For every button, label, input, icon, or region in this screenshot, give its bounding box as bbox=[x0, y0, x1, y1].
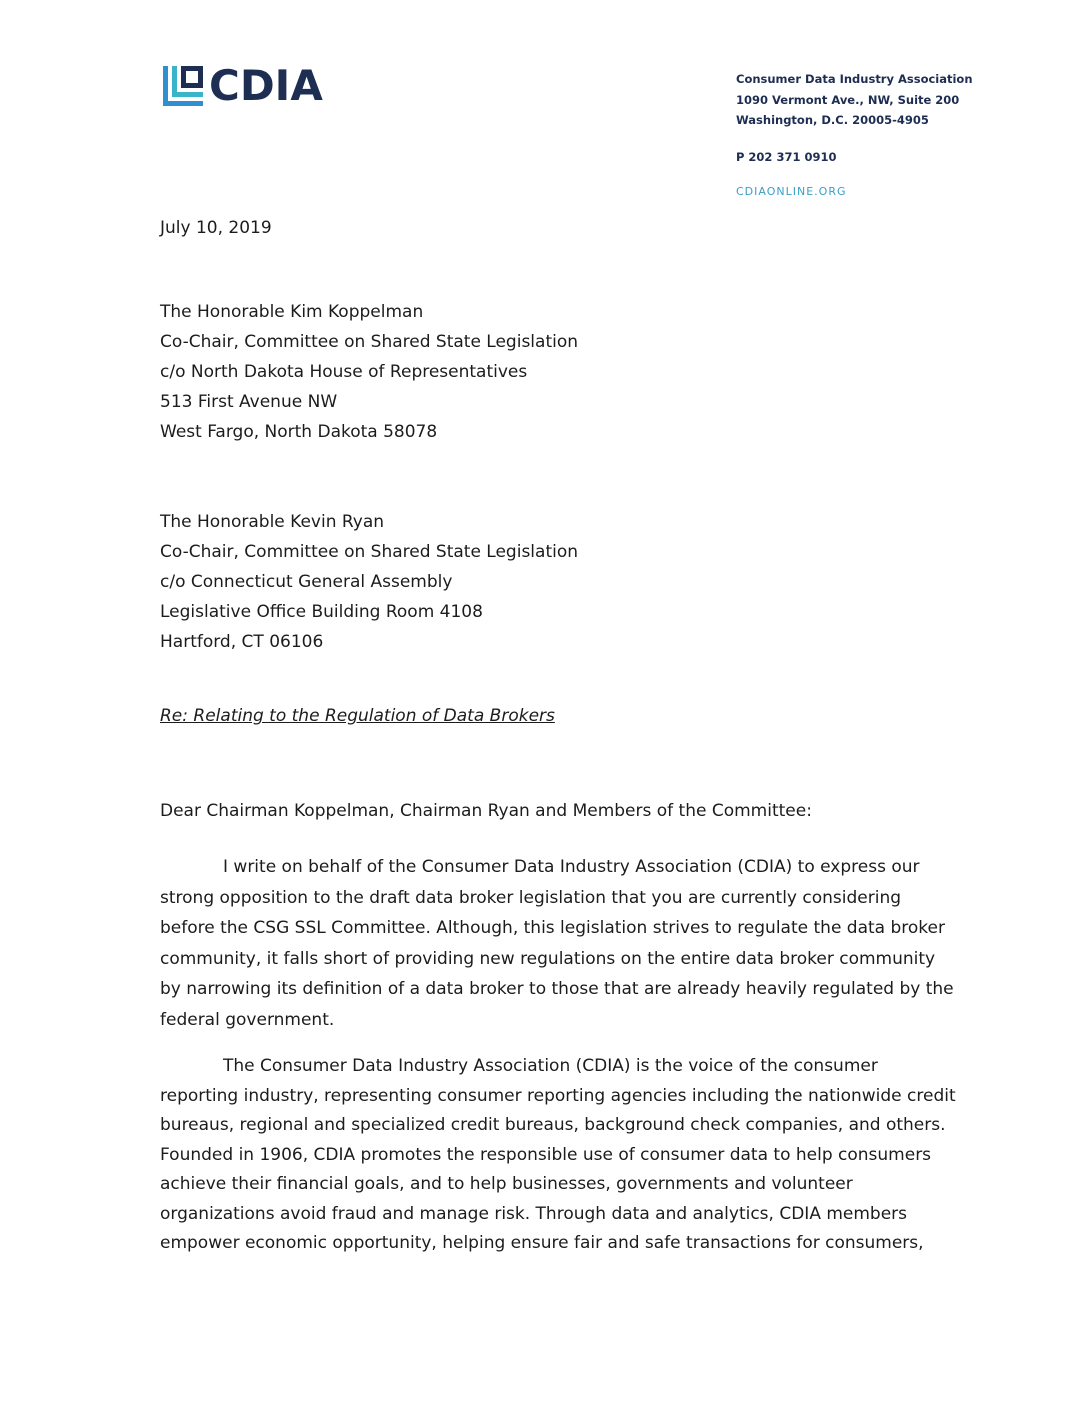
sender-city: Washington, D.C. 20005-4905 bbox=[736, 113, 929, 127]
logo-wordmark: CDIA bbox=[209, 61, 323, 110]
cdia-bracket-logo-icon bbox=[163, 66, 203, 106]
sender-org: Consumer Data Industry Association bbox=[736, 72, 973, 86]
recipient2-city: Hartford, CT 06106 bbox=[160, 632, 324, 652]
cdia-logo bbox=[163, 61, 323, 110]
body-paragraph-2: The Consumer Data Industry Association (CDIA) is the voice of the consumer reporting industry, representing consumer reporting agencies including the nationwide credit bureaus, regional and specialized credit bureaus, background check companies, and others. Founded in 1906, CDIA promotes the responsible use of consumer data to help consumers achieve their financial goals, and to help businesses, governments and volunteer organizations avoid fraud and manage risk. Through data and analytics, CDIA members empower economic opportunity, helping ensure fair and safe transactions for consumers, bbox=[160, 1056, 956, 1253]
recipient1-street: 513 First Avenue NW bbox=[160, 392, 338, 412]
recipient2-street: Legislative Office Building Room 4108 bbox=[160, 602, 483, 622]
recipient2-title: Co-Chair, Committee on Shared State Legislation bbox=[160, 542, 579, 562]
recipient2-name: The Honorable Kevin Ryan bbox=[160, 512, 385, 532]
sender-address-block bbox=[736, 69, 973, 203]
recipient2-org: c/o Connecticut General Assembly bbox=[160, 572, 453, 592]
subject-line: Re: Relating to the Regulation of Data Brokers bbox=[160, 706, 555, 726]
recipient1-city: West Fargo, North Dakota 58078 bbox=[160, 422, 438, 442]
sender-phone: P 202 371 0910 bbox=[736, 149, 837, 164]
recipient1-title: Co-Chair, Committee on Shared State Legislation bbox=[160, 332, 579, 352]
sender-street: 1090 Vermont Ave., NW, Suite 200 bbox=[736, 92, 960, 107]
salutation: Dear Chairman Koppelman, Chairman Ryan and Members of the Committee: bbox=[160, 801, 812, 821]
recipient1-name: The Honorable Kim Koppelman bbox=[160, 302, 424, 322]
body-paragraph-1: I write on behalf of the Consumer Data Industry Association (CDIA) to express our strong opposition to the draft data broker legislation that you are currently considering before the CSG SSL Committee. Although, this legislation strives to regulate the data broker community, it falls short of providing new regulations on the entire data broker community by narrowing its definition of a data broker to those that are already heavily regulated by the federal government. bbox=[160, 857, 954, 1030]
recipient1-org: c/o North Dakota House of Representatives bbox=[160, 362, 528, 382]
letter-date: July 10, 2019 bbox=[160, 218, 272, 238]
recipient-address-1 bbox=[160, 297, 960, 447]
recipient-address-2 bbox=[160, 507, 960, 657]
sender-website[interactable]: CDIAONLINE.ORG bbox=[736, 185, 847, 198]
